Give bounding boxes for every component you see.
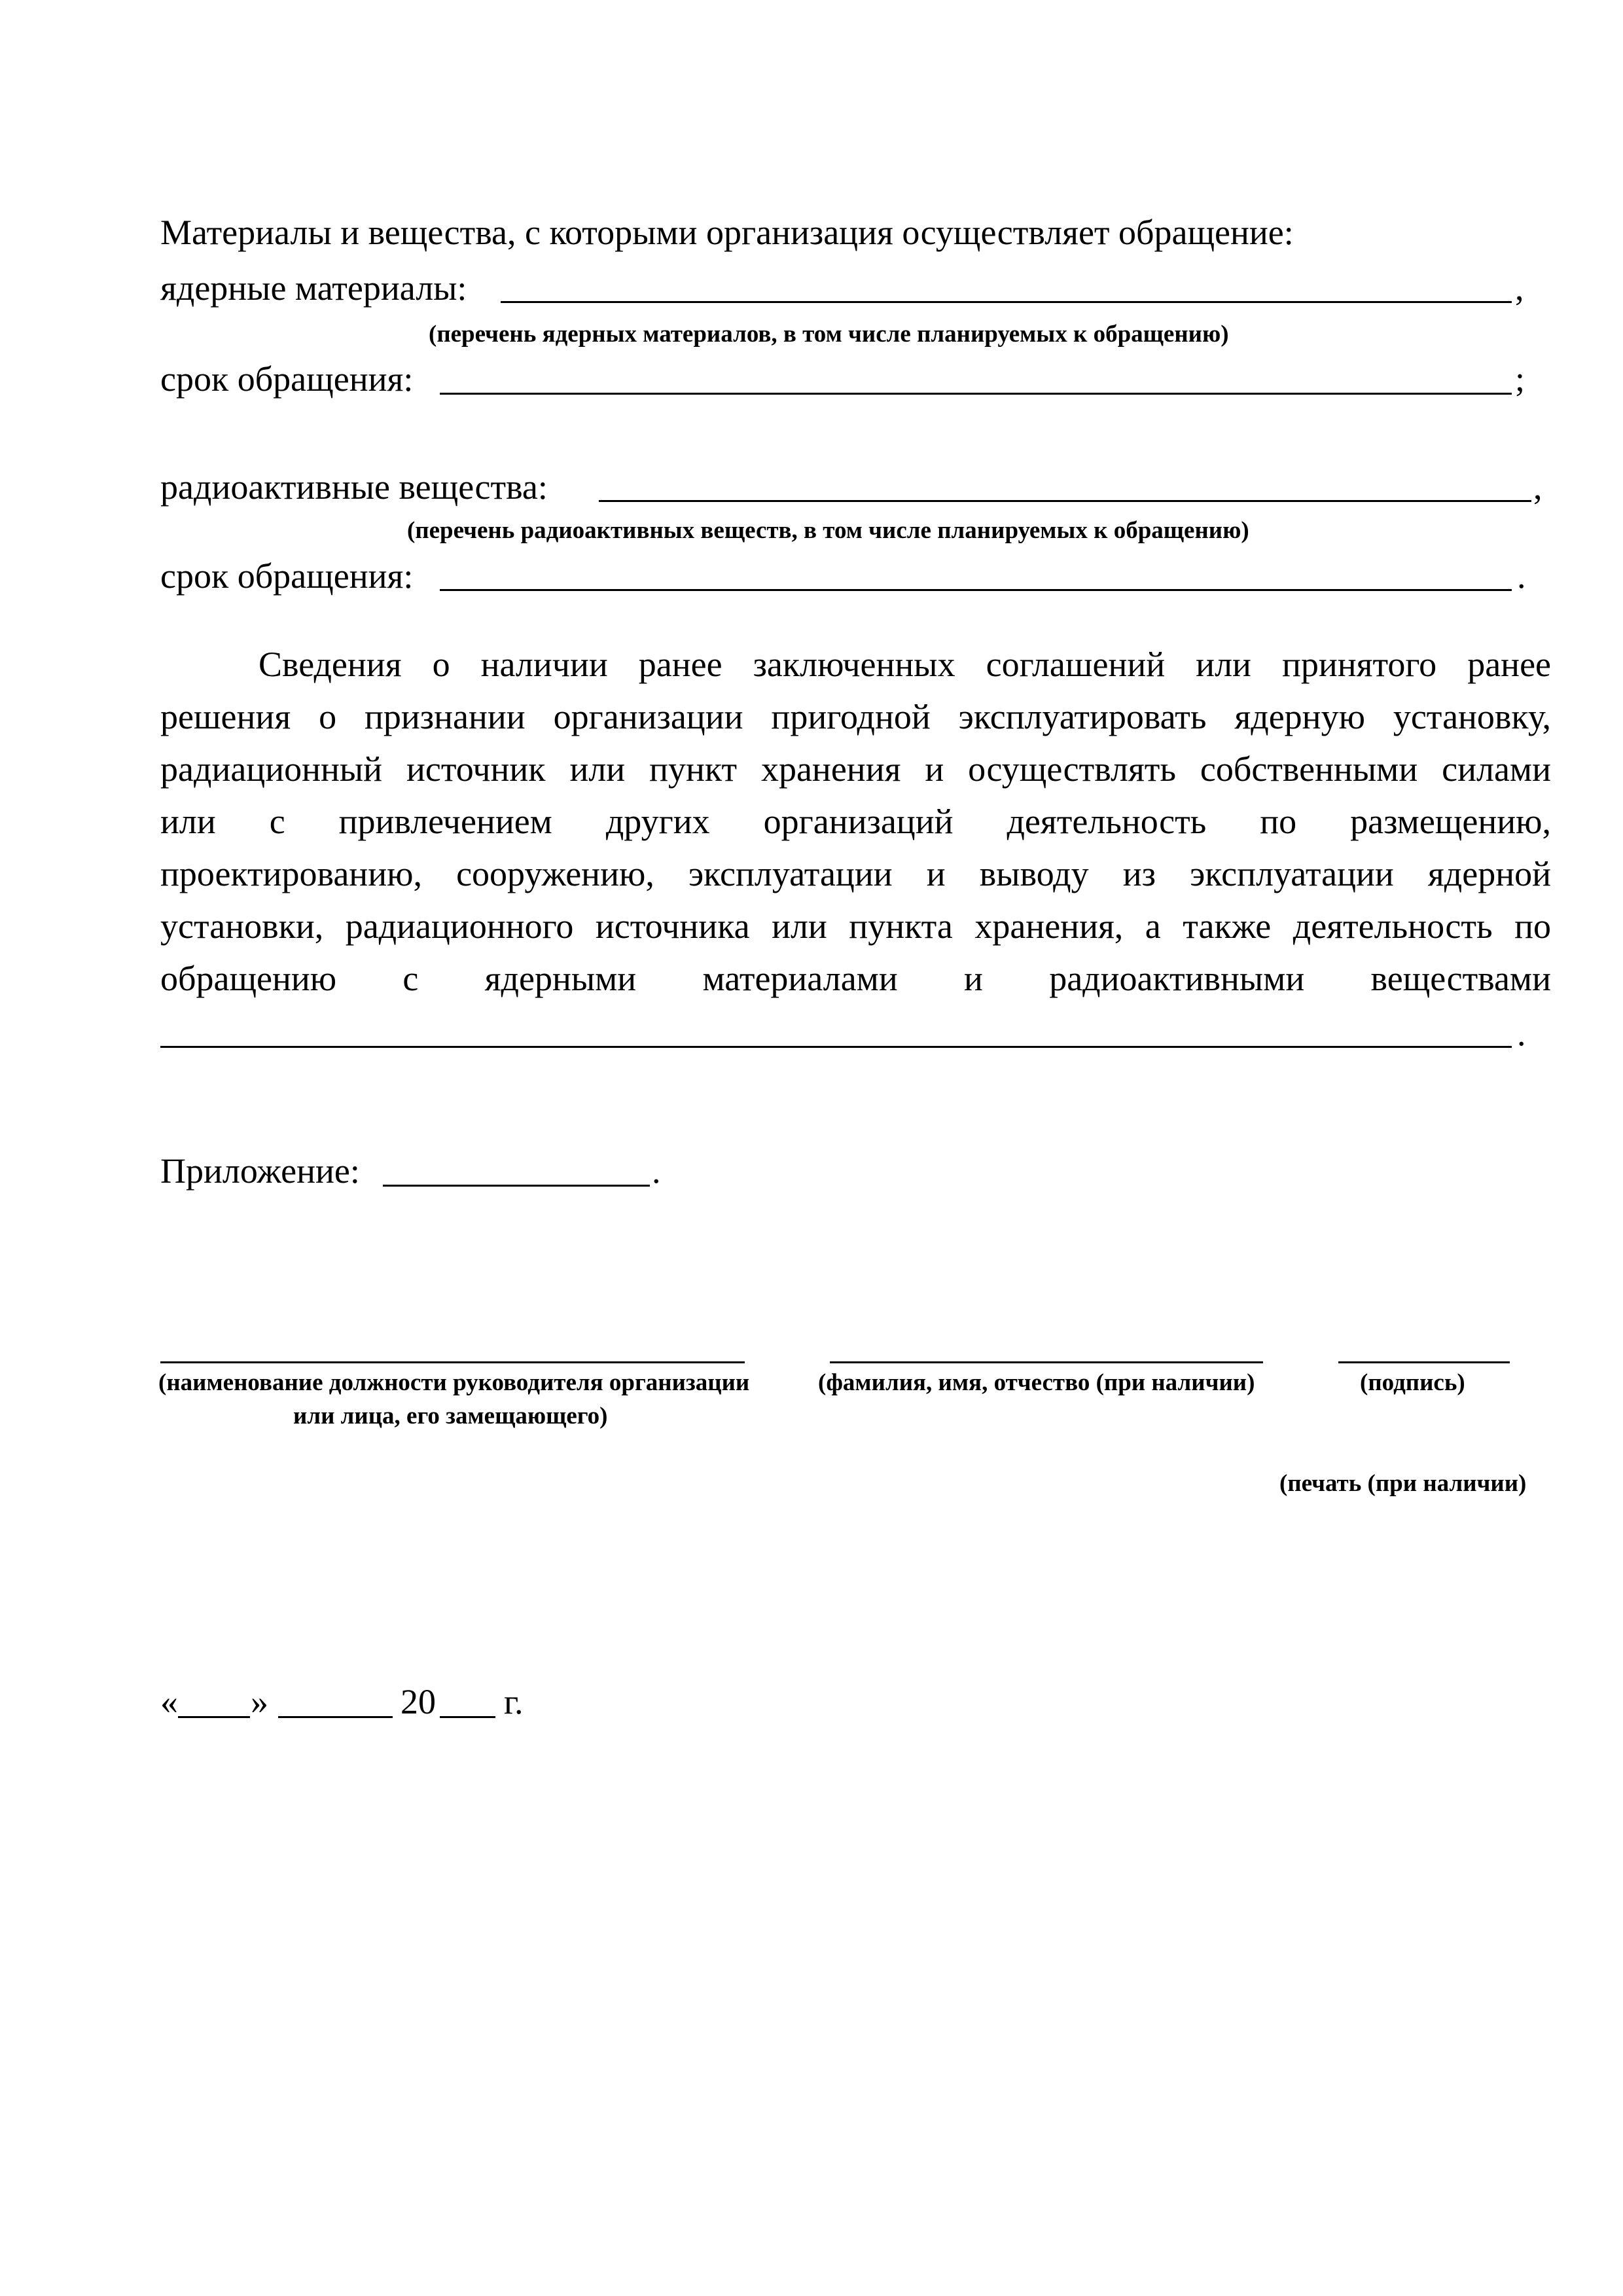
appendix-field[interactable] <box>383 1185 650 1187</box>
info-paragraph-line: решения о признании организации пригодной эксплуатировать ядерную установку, <box>160 697 1551 736</box>
info-end: . <box>1517 1014 1526 1053</box>
nuclear-materials-end: , <box>1515 268 1524 308</box>
info-paragraph-line: Сведения о наличии ранее заключенных соглашений или принятого ранее <box>259 645 1551 684</box>
appendix-end: . <box>652 1151 661 1191</box>
date-year-prefix: 20 <box>401 1682 436 1721</box>
radioactive-substances-caption: (перечень радиоактивных веществ, в том числе планируемых к обращению) <box>407 517 1249 544</box>
nuclear-materials-label: ядерные материалы: <box>160 268 467 308</box>
info-paragraph-line: или с привлечением других организаций деятельность по размещению, <box>160 802 1551 841</box>
date-open-quote: « <box>160 1682 178 1721</box>
term2-end: . <box>1517 556 1526 596</box>
signature-caption: (подпись) <box>1360 1369 1465 1396</box>
appendix-label: Приложение: <box>160 1151 360 1191</box>
nuclear-materials-field[interactable] <box>501 301 1512 303</box>
position-caption-line2: или лица, его замещающего) <box>293 1403 608 1429</box>
term2-field[interactable] <box>440 589 1512 591</box>
info-paragraph-line: радиационный источник или пункт хранения и осуществлять собственными силами <box>160 749 1551 789</box>
info-field[interactable] <box>160 1046 1512 1048</box>
date-year-field[interactable] <box>440 1716 495 1718</box>
term2-label: срок обращения: <box>160 556 414 596</box>
radioactive-substances-label: радиоактивные вещества: <box>160 467 548 507</box>
term1-label: срок обращения: <box>160 359 414 399</box>
position-field[interactable] <box>160 1361 745 1363</box>
info-paragraph-line: обращению с ядерными материалами и радиоактивными веществами <box>160 959 1551 998</box>
radioactive-substances-end: , <box>1533 467 1543 507</box>
term1-field[interactable] <box>440 393 1512 395</box>
info-paragraph-line: проектированию, сооружению, эксплуатации и выводу из эксплуатации ядерной <box>160 854 1551 893</box>
date-day-field[interactable] <box>178 1716 250 1718</box>
materials-heading: Материалы и вещества, с которыми организация осуществляет обращение: <box>160 213 1294 252</box>
name-caption: (фамилия, имя, отчество (при наличии) <box>818 1369 1255 1396</box>
radioactive-substances-field[interactable] <box>599 500 1531 502</box>
nuclear-materials-caption: (перечень ядерных материалов, в том числе планируемых к обращению) <box>429 321 1229 348</box>
position-caption: (наименование должности руководителя организации <box>158 1369 750 1396</box>
name-field[interactable] <box>830 1361 1263 1363</box>
stamp-caption: (печать (при наличии) <box>1279 1470 1527 1497</box>
info-paragraph-line: установки, радиационного источника или пункта хранения, а также деятельность по <box>160 906 1551 946</box>
date-close-quote: » <box>251 1682 268 1721</box>
date-month-field[interactable] <box>278 1716 393 1718</box>
date-year-suffix: г. <box>504 1682 524 1721</box>
signature-field[interactable] <box>1338 1361 1510 1363</box>
term1-end: ; <box>1515 359 1525 399</box>
